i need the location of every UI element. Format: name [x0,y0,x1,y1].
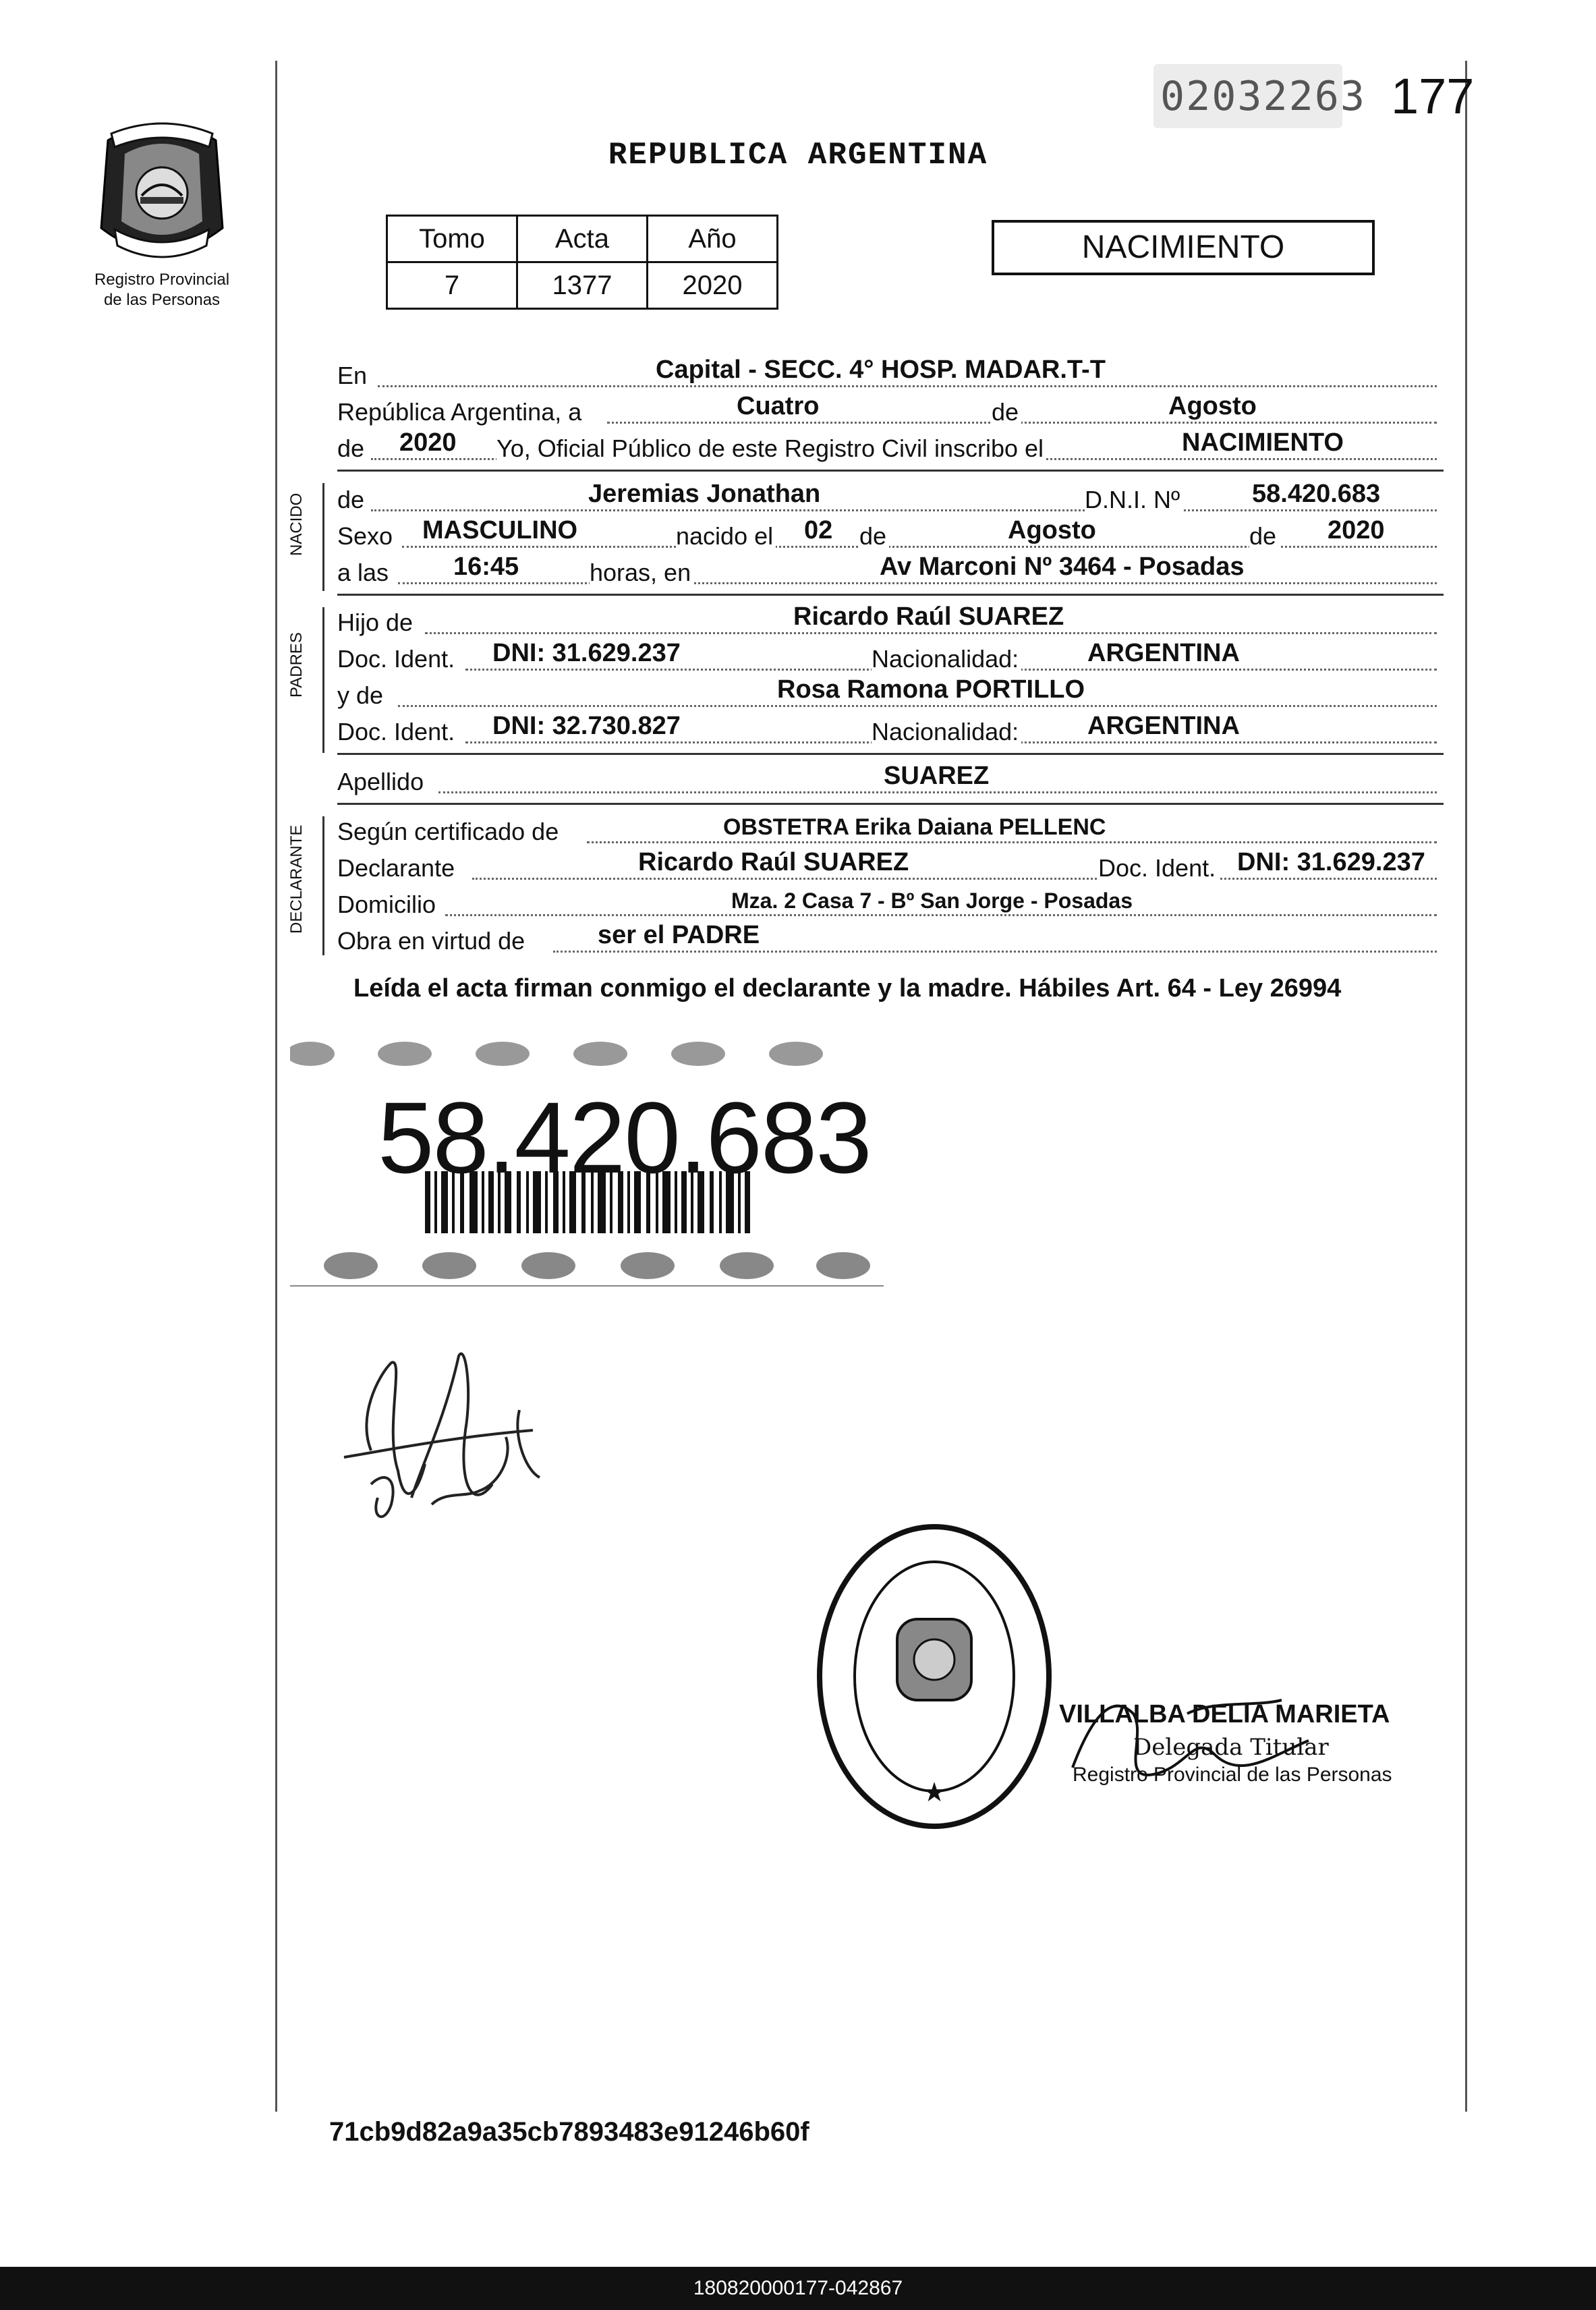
apellido-row [337,762,1437,796]
left-margin-line [275,61,277,2112]
padres-row-mother [337,676,1437,710]
tomo-value: 7 [387,262,517,309]
padres-sidebar [322,607,324,753]
logo-caption-line2: de las Personas [103,291,221,309]
decl-row-address [337,885,1437,919]
de-label-2: de [859,522,889,551]
horas-label: horas, en [590,559,693,587]
nacido-row-name [337,480,1437,514]
sexo-label: Sexo [337,522,395,551]
logo-caption [67,270,256,310]
apellido-label: Apellido [337,768,426,796]
acta-value: 1377 [517,262,648,309]
de2-label: de [337,434,367,463]
security-label-number: 58.420.683 [378,1081,871,1194]
nacionalidad-label: Nacionalidad: [872,645,1021,673]
declarant-signature [331,1336,546,1538]
en-label: En [337,362,370,390]
anio-header: Año [648,216,778,262]
declarante-name-value: Ricardo Raúl SUAREZ [638,848,909,876]
doc-label: Doc. Ident. [337,718,457,746]
separator [337,753,1444,755]
nacido-label: nacido el [676,522,776,551]
birth-place-value: Av Marconi Nº 3464 - Posadas [880,553,1245,581]
dni-label: D.N.I. Nº [1085,486,1182,514]
official-stamp [809,1518,1059,1835]
apellido-value: SUAREZ [884,762,990,790]
father-nationality-value: ARGENTINA [1087,639,1240,667]
footer-code: 180820000177-042867 [0,2267,1596,2310]
reason-value: ser el PADRE [598,921,760,949]
day-word-value: Cuatro [737,392,820,420]
oficial-text: Yo, Oficial Público de este Registro Civil inscribo el [496,434,1046,463]
document-hash: 71cb9d82a9a35cb7893483e91246b60f [329,2117,809,2147]
father-doc-value: DNI: 31.629.237 [492,639,681,667]
declarante-doc-value: DNI: 31.629.237 [1237,848,1425,876]
obra-label: Obra en virtud de [337,927,528,955]
republica-label: República Argentina, a [337,398,584,426]
birth-day-value: 02 [804,516,833,544]
place-value: Capital - SECC. 4° HOSP. MADAR.T-T [656,356,1106,384]
closing-text: Leída el acta firman conmigo el declarante y la madre. Hábiles Art. 64 - Ley 26994 [353,974,1342,1003]
domicilio-label: Domicilio [337,891,438,919]
nacido-section-label: NACIDO [287,492,306,556]
padres-row-mother-doc [337,712,1437,746]
nacido-row-time [337,553,1437,587]
y-de-label: y de [337,681,386,710]
mother-doc-value: DNI: 32.730.827 [492,712,681,740]
intro-row-year [337,429,1437,463]
time-value: 16:45 [453,553,519,581]
birth-month-value: Agosto [1008,516,1096,544]
separator [337,594,1444,596]
month-value: Agosto [1168,392,1257,420]
intro-row-en [337,356,1437,390]
sex-value: MASCULINO [422,516,578,544]
hijo-label: Hijo de [337,609,416,637]
official-name: VILLALBA DELIA MARIETA [1059,1700,1390,1728]
de-label-3: de [1249,522,1279,551]
mother-name-value: Rosa Ramona PORTILLO [777,675,1085,704]
a-las-label: a las [337,559,391,587]
child-dni-value: 58.420.683 [1252,480,1381,508]
declarante-section-label: DECLARANTE [287,824,306,934]
birth-year-value: 2020 [1328,516,1385,544]
decl-row-cert [337,812,1437,846]
doc-label: Doc. Ident. [337,645,457,673]
de-label: de [337,486,367,514]
separator [337,803,1444,805]
cert-value: OBSTETRA Erika Daiana PELLENC [723,814,1106,840]
father-name-value: Ricardo Raúl SUAREZ [793,602,1064,631]
official-role: Delegada Titular [1133,1734,1329,1761]
svg-text:★: ★ [922,1777,946,1808]
acta-header: Acta [517,216,648,262]
declarante-label: Declarante [337,854,457,882]
padres-section-label: PADRES [287,632,306,698]
page-number: 177 [1391,68,1475,124]
serial-number: 02032263 [1160,73,1366,120]
intro-row-date [337,393,1437,426]
year-value: 2020 [399,428,457,457]
anio-value: 2020 [648,262,778,309]
cert-label: Según certificado de [337,818,561,846]
nacionalidad-label: Nacionalidad: [872,718,1021,746]
logo-caption-line1: Registro Provincial [94,271,230,289]
right-margin-line [1465,61,1467,2112]
separator [337,470,1444,472]
nacido-row-sex [337,517,1437,551]
event-value: NACIMIENTO [1182,428,1344,457]
child-name-value: Jeremias Jonathan [588,480,821,508]
tomo-header: Tomo [387,216,517,262]
address-value: Mza. 2 Casa 7 - Bº San Jorge - Posadas [731,889,1133,913]
declarante-sidebar [322,816,324,955]
document-title: REPUBLICA ARGENTINA [608,138,988,173]
decl-row-name [337,849,1437,882]
nacido-sidebar [322,483,324,591]
province-logo [88,113,236,267]
doc-label: Doc. Ident. [1098,854,1218,882]
official-office: Registro Provincial de las Personas [1073,1764,1392,1786]
decl-row-reason [337,922,1437,955]
de-label: de [992,398,1021,426]
act-type-box: NACIMIENTO [992,220,1375,275]
padres-row-father-doc [337,640,1437,673]
mother-nationality-value: ARGENTINA [1087,712,1240,740]
record-table [386,215,778,310]
padres-row-father [337,603,1437,637]
